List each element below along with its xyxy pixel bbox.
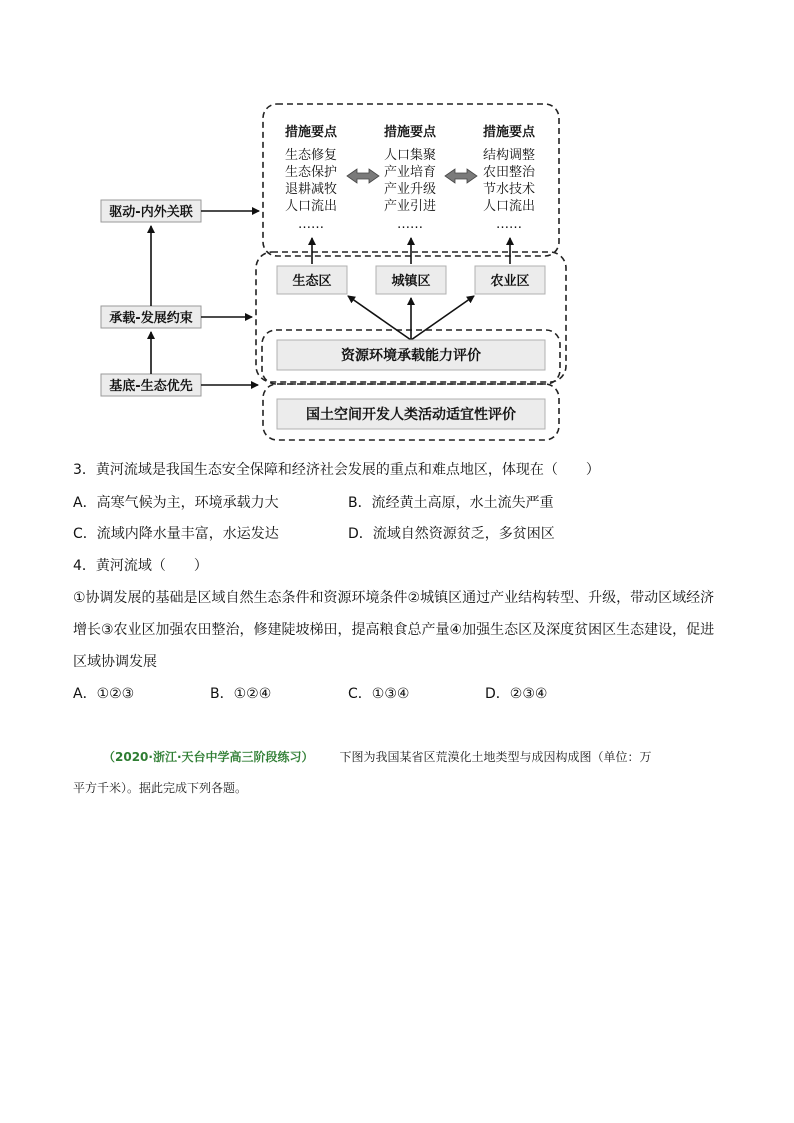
question-4-body-line-2: 增长③农业区加强农田整治，修建陡坡梯田，提高粮食总产量④加强生态区及深度贫困区生态建设，促进 [73,622,715,638]
svg-text:人口流出: 人口流出 [482,199,536,214]
arrow-capacity-to-agriculture [411,296,474,340]
zone-ecology [277,266,347,294]
svg-text:人口集聚: 人口集聚 [383,148,437,163]
svg-text:产业培育: 产业培育 [383,165,437,180]
svg-text:农业区: 农业区 [490,274,530,289]
zone-agriculture [475,266,545,294]
question-4-body-line-3: 区域协调发展 [73,654,157,670]
svg-text:产业升级: 产业升级 [383,182,437,197]
svg-text:生态修复: 生态修复 [284,148,338,163]
svg-text:生态区: 生态区 [292,274,332,289]
question-3-stem: 3．黄河流域是我国生态安全保障和经济社会发展的重点和难点地区，体现在（ ） [73,462,600,478]
question-4-option-a: A．①②③ [73,686,135,702]
svg-text:退耕减牧: 退耕减牧 [284,182,338,197]
question-4-option-b: B．①②④ [210,686,272,702]
svg-text:措施要点: 措施要点 [482,125,536,140]
zone-urban [376,266,446,294]
svg-text:……: …… [397,217,423,232]
svg-text:驱动-内外关联: 驱动-内外关联 [109,205,193,220]
svg-text:……: …… [298,217,324,232]
question-3-option-d: D．流域自然资源贫乏，多贫困区 [348,526,555,542]
left-label-carry [101,306,201,328]
svg-text:承载-发展约束: 承载-发展约束 [109,311,193,326]
yellow-river-framework-diagram [0,0,794,450]
svg-text:国土空间开发人类活动适宜性评价: 国土空间开发人类活动适宜性评价 [306,407,516,423]
measures-ecology [285,124,338,232]
double-arrow-ecology-urban [347,169,379,183]
svg-text:……: …… [496,217,522,232]
svg-text:基底-生态优先: 基底-生态优先 [109,379,193,394]
svg-text:人口流出: 人口流出 [284,199,338,214]
svg-text:节水技术: 节水技术 [482,182,536,197]
source-line-2: 平方千米）。据此完成下列各题。 [73,781,248,795]
svg-text:结构调整: 结构调整 [482,148,536,163]
question-3-option-b: B．流经黄土高原，水土流失严重 [348,495,554,511]
question-4-option-c: C．①③④ [348,686,410,702]
svg-text:措施要点: 措施要点 [383,125,437,140]
svg-text:产业引进: 产业引进 [383,199,437,214]
question-3-option-a: A．高寒气候为主，环境承载力大 [73,495,279,511]
question-4-option-d: D．②③④ [485,686,548,702]
svg-text:生态保护: 生态保护 [284,165,338,180]
question-4-stem: 4．黄河流域（ ） [73,558,208,574]
left-label-base [101,374,201,396]
source-tag: （2020·浙江·天台中学高三阶段练习） [103,750,314,764]
question-4-body-line-1: ①协调发展的基础是区域自然生态条件和资源环境条件②城镇区通过产业结构转型、升级，带动区域经济 [73,590,715,606]
double-arrow-urban-agriculture [445,169,477,183]
suitability-evaluation-box [277,399,545,429]
question-3-option-c: C．流域内降水量丰富，水运发达 [73,526,279,542]
svg-text:城镇区: 城镇区 [391,274,431,289]
measures-urban [384,124,437,232]
svg-text:措施要点: 措施要点 [284,125,338,140]
svg-text:资源环境承载能力评价: 资源环境承载能力评价 [341,348,481,364]
svg-text:农田整治: 农田整治 [482,165,536,180]
left-label-drive [101,200,201,222]
arrow-capacity-to-ecology [348,296,411,340]
capacity-evaluation-box [277,340,545,370]
source-text-1: 下图为我国某省区荒漠化土地类型与成因构成图（单位：万 [339,750,652,764]
source-line-1 [103,748,652,766]
measures-agriculture [483,124,536,232]
